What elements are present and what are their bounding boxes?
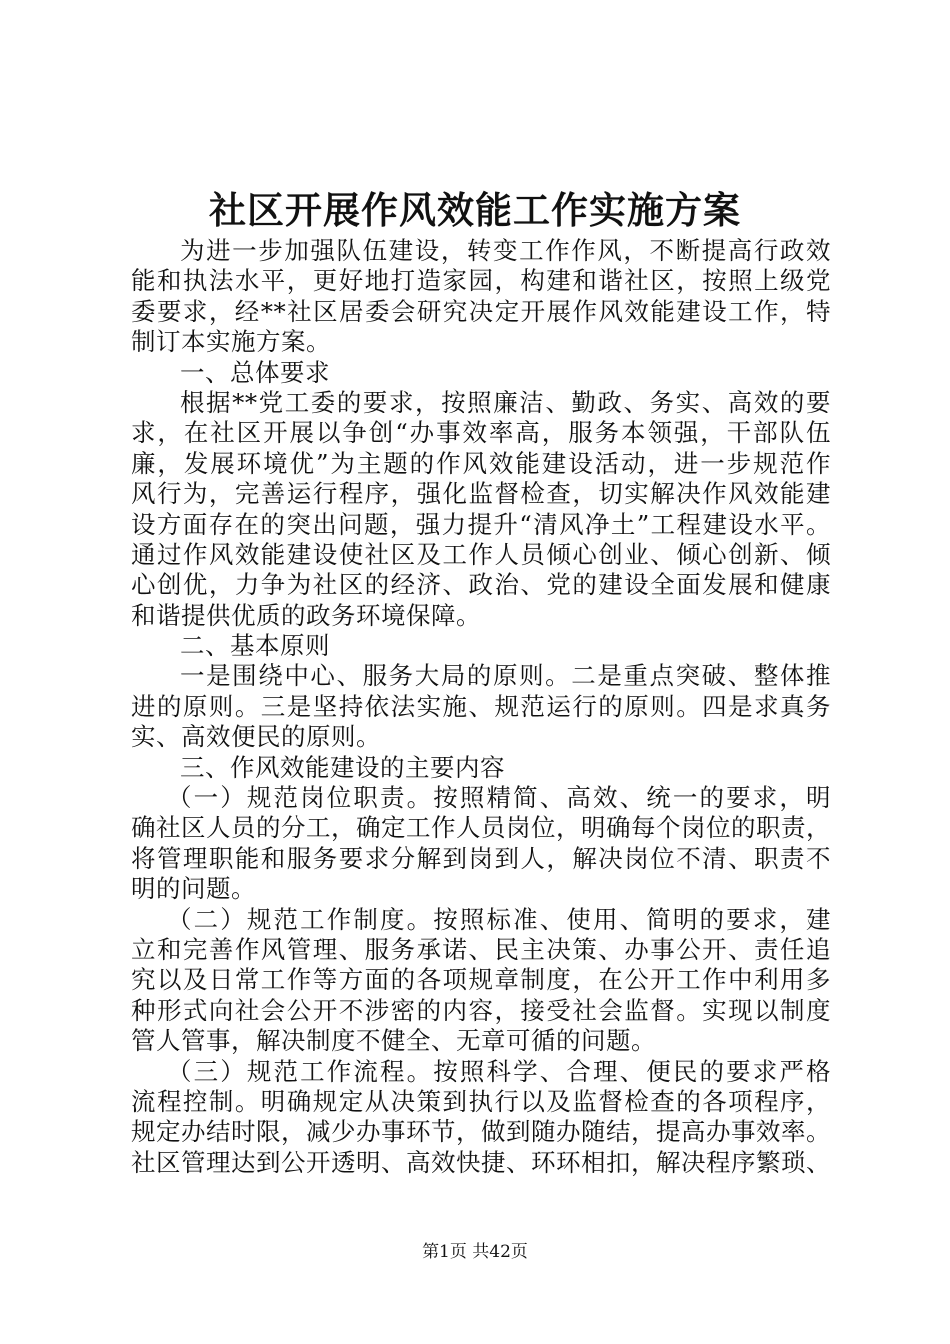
section-heading: 二、基本原则 [180, 631, 330, 661]
body-line: 设方面存在的突出问题，强力提升“清风净土”工程建设水平。 [131, 509, 831, 539]
body-line: 种形式向社会公开不涉密的内容，接受社会监督。实现以制度 [131, 995, 831, 1025]
document-title: 社区开展作风效能工作实施方案 [209, 188, 741, 232]
body-line: 明的问题。 [131, 874, 256, 904]
body-line: 为进一步加强队伍建设，转变工作作风，不断提高行政效 [180, 236, 831, 265]
body-line: 一是围绕中心、服务大局的原则。二是重点突破、整体推 [180, 661, 831, 691]
body-line: 委要求，经**社区居委会研究决定开展作风效能建设工作，特 [131, 296, 831, 326]
body-line: 进的原则。三是坚持依法实施、规范运行的原则。四是求真务 [131, 691, 831, 721]
body-line: 立和完善作风管理、服务承诺、民主决策、办事公开、责任追 [131, 934, 831, 964]
section-heading: 一、总体要求 [180, 357, 330, 387]
body-line: 心创优，力争为社区的经济、政治、党的建设全面发展和健康 [131, 570, 831, 600]
body-line: 管人管事，解决制度不健全、无章可循的问题。 [131, 1026, 656, 1056]
body-line: 社区管理达到公开透明、高效快捷、环环相扣，解决程序繁琐、 [131, 1147, 831, 1177]
page-number-footer: 第1页 共42页 [422, 1242, 528, 1262]
body-line: 廉，发展环境优”为主题的作风效能建设活动，进一步规范作 [131, 448, 831, 478]
body-line: 风行为，完善运行程序，强化监督检查，切实解决作风效能建 [131, 479, 831, 509]
body-line: （二）规范工作制度。按照标准、使用、简明的要求，建 [167, 904, 831, 934]
body-line: 将管理职能和服务要求分解到岗到人，解决岗位不清、职责不 [131, 843, 831, 873]
body-line: 规定办结时限，减少办事环节，做到随办随结，提高办事效率。 [131, 1117, 831, 1147]
body-line: 和谐提供优质的政务环境保障。 [131, 600, 481, 630]
body-line: 制订本实施方案。 [131, 327, 331, 357]
body-line: 能和执法水平，更好地打造家园，构建和谐社区，按照上级党 [131, 266, 831, 296]
body-line: 确社区人员的分工，确定工作人员岗位，明确每个岗位的职责， [131, 813, 831, 843]
body-line: （一）规范岗位职责。按照精简、高效、统一的要求，明 [167, 783, 831, 813]
body-line: 通过作风效能建设使社区及工作人员倾心创业、倾心创新、倾 [131, 539, 831, 569]
body-line: 根据**党工委的要求，按照廉洁、勤政、务实、高效的要 [180, 387, 831, 417]
body-line: 实、高效便民的原则。 [131, 722, 381, 752]
document-body [131, 236, 831, 1178]
section-heading: 三、作风效能建设的主要内容 [180, 752, 505, 782]
body-line: 究以及日常工作等方面的各项规章制度，在公开工作中利用多 [131, 965, 831, 995]
body-line: 求，在社区开展以争创“办事效率高，服务本领强，干部队伍 [131, 418, 831, 448]
body-line: 流程控制。明确规定从决策到执行以及监督检查的各项程序， [131, 1086, 831, 1116]
body-line: （三）规范工作流程。按照科学、合理、便民的要求严格 [167, 1056, 831, 1086]
